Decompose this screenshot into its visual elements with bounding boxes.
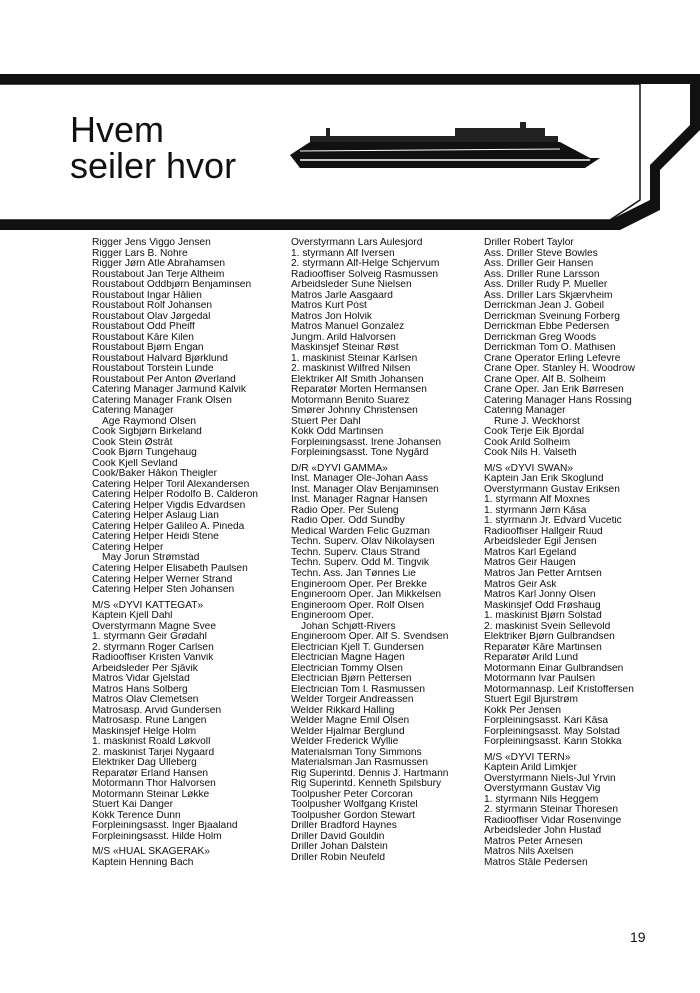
crew-entry: Radiooffiser Solveig Rasmussen: [291, 269, 439, 280]
crew-entry: Overstyrmann Gustav Eriksen: [484, 484, 620, 495]
vessel-heading: M/S «DYVI TERN»: [484, 752, 571, 763]
crew-entry: Matrosasp. Arvid Gundersen: [92, 705, 222, 716]
crew-entry: Catering Helper Galileo A. Pineda: [92, 521, 245, 532]
crew-entry: Cook Bjørn Tungehaug: [92, 448, 197, 459]
crew-entry: Techn. Ass. Jan Tønnes Lie: [291, 568, 416, 579]
crew-entry: Welder Hjalmar Berglund: [291, 726, 405, 737]
crew-entry: Driller Bradford Haynes: [291, 821, 397, 832]
crew-entry: Catering Manager: [484, 406, 566, 417]
crew-entry: Roustabout Ingar Hålien: [92, 290, 202, 301]
crew-entry: Ass. Driller Rudy P. Mueller: [484, 280, 608, 291]
crew-entry: Kokk Odd Martinsen: [291, 427, 384, 438]
page-title-line-1: Hvem: [70, 109, 165, 150]
crew-entry: Rig Superintd. Dennis J. Hartmann: [291, 768, 449, 779]
crew-entry: 1. maskinist Roald Løkvoll: [92, 737, 211, 748]
crew-entry: Crane Oper. Jan Erik Børresen: [484, 385, 624, 396]
crew-entry: Stuert Kai Danger: [92, 800, 173, 811]
crew-entry: Catering Helper Werner Strand: [92, 574, 233, 585]
crew-entry: Engineroom Oper. Rolf Olsen: [291, 600, 425, 611]
crew-entry: Derrickman Ebbe Pedersen: [484, 322, 610, 333]
crew-entry: 1. styrmann Jørn Kåsa: [484, 505, 587, 516]
crew-entry: Toolpusher Gordon Stewart: [291, 810, 416, 821]
crew-entry: Matros Ståle Pedersen: [484, 857, 588, 868]
crew-entry: Electrician Bjørn Pettersen: [291, 674, 412, 685]
crew-entry: Maskinsjef Odd Frøshaug: [484, 600, 601, 611]
crew-entry: Motormann Ivar Paulsen: [484, 674, 595, 685]
crew-entry: Catering Helper Rodolfo B. Calderon: [92, 490, 258, 501]
crew-entry: Matros Geir Ask: [484, 579, 557, 590]
crew-entry: Roustabout Olav Jørgedal: [92, 311, 211, 322]
crew-entry: 1. styrmann Geir Grødahl: [92, 632, 207, 643]
vessel-heading: M/S «HUAL SKAGERAK»: [92, 847, 210, 858]
crew-entry: 1. styrmann Alf Moxnes: [484, 495, 590, 506]
crew-entry: Engineroom Oper.: [291, 611, 374, 622]
crew-entry: Motormann Steinar Løkke: [92, 789, 210, 800]
crew-entry: Arbeidsleder John Hustad: [484, 826, 602, 837]
crew-entry: Inst. Manager Olav Benjaminsen: [291, 484, 439, 495]
crew-entry: Matros Hans Solberg: [92, 684, 188, 695]
crew-entry: Overstyrmann Gustav Vig: [484, 784, 601, 795]
crew-entry: Radiooffiser Vidar Rosenvinge: [484, 815, 622, 826]
crew-entry: May Jorun Strømstad: [102, 553, 200, 564]
crew-entry: Forpleiningsasst. May Solstad: [484, 726, 620, 737]
crew-entry: Techn. Superv. Olav Nikolaysen: [291, 537, 435, 548]
crew-list-column-2: [291, 238, 481, 863]
crew-entry: Stuert Egil Bjurstrøm: [484, 695, 578, 706]
crew-entry: Matros Geir Haugen: [484, 558, 576, 569]
crew-entry: Catering Manager Jarmund Kalvik: [92, 385, 247, 396]
crew-entry: Crane Oper. Stanley H. Woodrow: [484, 364, 635, 375]
crew-entry: Kokk Per Jensen: [484, 705, 562, 716]
crew-entry: Driller Robert Taylor: [484, 238, 574, 248]
crew-entry: Smører Johnny Christensen: [291, 406, 418, 417]
crew-entry: 2. styrmann Roger Carlsen: [92, 642, 214, 653]
crew-entry: Catering Helper Heidi Stene: [92, 532, 219, 543]
crew-list-column-1: [92, 238, 282, 868]
crew-entry: Matros Jan Petter Arntsen: [484, 568, 602, 579]
crew-entry: Driller David Gouldin: [291, 831, 385, 842]
vessel-heading: M/S «DYVI KATTEGAT»: [92, 600, 204, 611]
crew-entry: Techn. Superv. Claus Strand: [291, 547, 420, 558]
crew-entry: Elektriker Bjørn Gulbrandsen: [484, 632, 615, 643]
crew-entry: Roustabout Oddbjørn Benjaminsen: [92, 280, 252, 291]
crew-entry: Cook Arild Solheim: [484, 437, 571, 448]
crew-entry: Toolpusher Wolfgang Kristel: [291, 800, 418, 811]
crew-entry: Catering Helper Aslaug Lian: [92, 511, 219, 522]
crew-entry: Matros Karl Jonny Olsen: [484, 590, 596, 601]
crew-entry: 2. styrmann Steinar Thoresen: [484, 805, 619, 816]
crew-entry: Ass. Driller Steve Bowles: [484, 248, 598, 259]
crew-entry: 1. maskinist Bjørn Solstad: [484, 611, 602, 622]
crew-entry: Jungm. Arild Halvorsen: [291, 332, 396, 343]
crew-entry: Rune J. Weckhorst: [494, 416, 580, 427]
crew-entry: Cook Sigbjørn Birkeland: [92, 427, 202, 438]
crew-entry: Roustabout Odd Pheiff: [92, 322, 195, 333]
crew-entry: Arbeidsleder Sune Nielsen: [291, 280, 412, 291]
crew-entry: Rigger Jørn Atle Abrahamsen: [92, 259, 226, 270]
crew-entry: Welder Torgeir Andreassen: [291, 695, 414, 706]
crew-entry: Crane Operator Erling Lefevre: [484, 353, 621, 364]
crew-entry: Kokk Terence Dunn: [92, 810, 181, 821]
crew-entry: Catering Helper Vigdis Edvardsen: [92, 500, 246, 511]
crew-entry: Electrician Magne Hagen: [291, 653, 405, 664]
crew-entry: Forpleiningsasst. Kari Kåsa: [484, 716, 609, 727]
crew-entry: Welder Rikkard Halling: [291, 705, 395, 716]
crew-entry: Driller Robin Neufeld: [291, 852, 385, 863]
crew-entry: 1. maskinist Steinar Karlsen: [291, 353, 418, 364]
crew-entry: Catering Helper: [92, 542, 164, 553]
crew-entry: Engineroom Oper. Jan Mikkelsen: [291, 590, 442, 601]
crew-entry: Matros Vidar Gjelstad: [92, 674, 190, 685]
crew-entry: Forpleiningsasst. Irene Johansen: [291, 437, 442, 448]
crew-entry: Medical Warden Felic Guzman: [291, 526, 430, 537]
crew-entry: Reparatør Erland Hansen: [92, 768, 209, 779]
crew-entry: Elektriker Alf Smith Johansen: [291, 374, 424, 385]
crew-entry: Cook Kjell Sevland: [92, 458, 178, 469]
crew-entry: Matrosasp. Rune Langen: [92, 716, 207, 727]
crew-entry: Åge Raymond Olsen: [102, 416, 197, 427]
crew-entry: Engineroom Oper. Per Brekke: [291, 579, 427, 590]
crew-entry: Rig Superintd. Kenneth Spilsbury: [291, 779, 442, 790]
crew-entry: Maskinsjef Steinar Røst: [291, 343, 399, 354]
crew-entry: Kaptein Arild Limkjer: [484, 763, 577, 774]
crew-entry: Catering Manager Frank Olsen: [92, 395, 232, 406]
ship-icon: [290, 122, 600, 168]
crew-entry: Techn. Superv. Odd M. Tingvik: [291, 558, 429, 569]
crew-entry: Roustabout Torstein Lunde: [92, 364, 214, 375]
crew-entry: Rigger Jens Viggo Jensen: [92, 238, 211, 248]
crew-entry: 2. styrmann Alf-Helge Schjervum: [291, 259, 440, 270]
crew-entry: 1. styrmann Jr. Edvard Vucetic: [484, 516, 622, 527]
crew-entry: Stuert Per Dahl: [291, 416, 361, 427]
crew-entry: Roustabout Rolf Johansen: [92, 301, 213, 312]
crew-entry: Derrickman Jean J. Gobeil: [484, 301, 605, 312]
crew-entry: Matros Nils Axelsen: [484, 847, 574, 858]
crew-entry: Catering Manager Hans Rossing: [484, 395, 632, 406]
crew-entry: Catering Helper Elisabeth Paulsen: [92, 563, 248, 574]
crew-entry: Forpleiningsasst. Karin Stokka: [484, 737, 622, 748]
crew-entry: Matros Jarle Aasgaard: [291, 290, 393, 301]
crew-entry: Roustabout Per Anton Øverland: [92, 374, 236, 385]
crew-entry: Cook Stein Østråt: [92, 437, 173, 448]
crew-entry: Radio Oper. Odd Sundby: [291, 516, 405, 527]
crew-entry: Kaptein Jan Erik Skoglund: [484, 474, 604, 485]
crew-entry: Toolpusher Peter Corcoran: [291, 789, 413, 800]
crew-entry: Motormann Benito Suarez: [291, 395, 410, 406]
crew-entry: Electrician Tom I. Rasmussen: [291, 684, 425, 695]
page-title-line-2: seiler hvor: [70, 145, 237, 186]
crew-entry: Inst. Manager Ole-Johan Aass: [291, 474, 429, 485]
crew-entry: Roustabout Jan Terje Altheim: [92, 269, 225, 280]
crew-entry: Matros Manuel Gonzalez: [291, 322, 405, 333]
vessel-heading: D/R «DYVI GAMMA»: [291, 463, 388, 474]
crew-entry: 1. styrmann Alf Iversen: [291, 248, 395, 259]
crew-entry: Derrickman Greg Woods: [484, 332, 596, 343]
crew-entry: Crane Oper. Alf B. Solheim: [484, 374, 606, 385]
crew-entry: 2. maskinist Tarjei Nygaard: [92, 747, 215, 758]
crew-entry: Reparatør Kåre Martinsen: [484, 642, 602, 653]
crew-entry: Radiooffiser Kristen Vanvik: [92, 653, 214, 664]
crew-entry: Elektriker Dag Ulleberg: [92, 758, 197, 769]
page-number: 19: [630, 929, 646, 945]
crew-entry: Forpleiningsasst. Tone Nygård: [291, 448, 429, 459]
vessel-heading: M/S «DYVI SWAN»: [484, 463, 574, 474]
crew-entry: Forpleiningsasst. Hilde Holm: [92, 831, 222, 842]
crew-entry: Overstyrmann Lars Aulesjord: [291, 238, 423, 248]
crew-entry: Forpleiningsasst. Inger Bjaaland: [92, 821, 238, 832]
crew-entry: Matros Karl Egeland: [484, 547, 577, 558]
crew-entry: Radiooffiser Hallgeir Ruud: [484, 526, 603, 537]
crew-entry: Reparatør Arild Lund: [484, 653, 578, 664]
crew-entry: Electrician Tommy Olsen: [291, 663, 403, 674]
crew-entry: Arbeidsleder Egil Jensen: [484, 537, 597, 548]
crew-entry: Matros Olav Clemetsen: [92, 695, 199, 706]
crew-entry: Electrician Kjell T. Gundersen: [291, 642, 424, 653]
crew-entry: Catering Manager: [92, 406, 174, 417]
crew-entry: Catering Helper Sten Johansen: [92, 585, 235, 596]
crew-entry: 2. maskinist Svein Sellevold: [484, 621, 611, 632]
crew-entry: Matros Peter Arnesen: [484, 836, 583, 847]
crew-entry: 2. maskinist Wilfred Nilsen: [291, 364, 411, 375]
crew-entry: Engineroom Oper. Alf S. Svendsen: [291, 632, 449, 643]
crew-entry: Overstyrmann Niels-Jul Yrvin: [484, 773, 616, 784]
crew-entry: Radio Oper. Per Suleng: [291, 505, 399, 516]
crew-entry: Cook/Baker Håkon Theigler: [92, 469, 217, 480]
crew-list-column-3: [484, 238, 684, 868]
crew-entry: Cook Terje Eik Bjordal: [484, 427, 585, 438]
crew-entry: Motormann Thor Halvorsen: [92, 779, 216, 790]
crew-entry: Ass. Driller Rune Larsson: [484, 269, 600, 280]
crew-entry: Roustabout Kåre Kilen: [92, 332, 194, 343]
crew-entry: Ass. Driller Lars Skjærvheim: [484, 290, 613, 301]
crew-entry: Matros Kurt Post: [291, 301, 367, 312]
crew-entry: Materialsman Jan Rasmussen: [291, 758, 429, 769]
crew-entry: Maskinsjef Helge Holm: [92, 726, 197, 737]
crew-entry: Materialsman Tony Simmons: [291, 747, 422, 758]
crew-entry: Welder Frederick Wyllie: [291, 737, 399, 748]
crew-entry: Derrickman Sveinung Forberg: [484, 311, 620, 322]
crew-entry: Cook Nils H. Valseth: [484, 448, 577, 459]
crew-entry: 1. styrmann Nils Heggem: [484, 794, 599, 805]
crew-entry: Matros Jon Holvik: [291, 311, 372, 322]
crew-entry: Arbeidsleder Per Sjåvik: [92, 663, 198, 674]
crew-entry: Overstyrmann Magne Svee: [92, 621, 217, 632]
crew-entry: Welder Magne Emil Olsen: [291, 716, 410, 727]
crew-entry: Kaptein Kjell Dahl: [92, 611, 173, 622]
crew-entry: Reparatør Morten Hermansen: [291, 385, 427, 396]
crew-entry: Johan Schjøtt-Rivers: [301, 621, 396, 632]
crew-entry: Rigger Lars B. Nohre: [92, 248, 188, 259]
crew-entry: Driller Johan Dalstein: [291, 842, 388, 853]
crew-entry: Catering Helper Toril Alexandersen: [92, 479, 250, 490]
crew-entry: Derrickman Tom O. Mathisen: [484, 343, 616, 354]
crew-entry: Roustabout Bjørn Engan: [92, 343, 204, 354]
crew-entry: Motormann Einar Gulbrandsen: [484, 663, 624, 674]
crew-entry: Inst. Manager Ragnar Hansen: [291, 495, 428, 506]
crew-entry: Ass. Driller Geir Hansen: [484, 259, 594, 270]
crew-entry: Kaptein Henning Bach: [92, 857, 194, 868]
crew-entry: Roustabout Halvard Bjørklund: [92, 353, 228, 364]
crew-entry: Motormannasp. Leif Kristoffersen: [484, 684, 634, 695]
